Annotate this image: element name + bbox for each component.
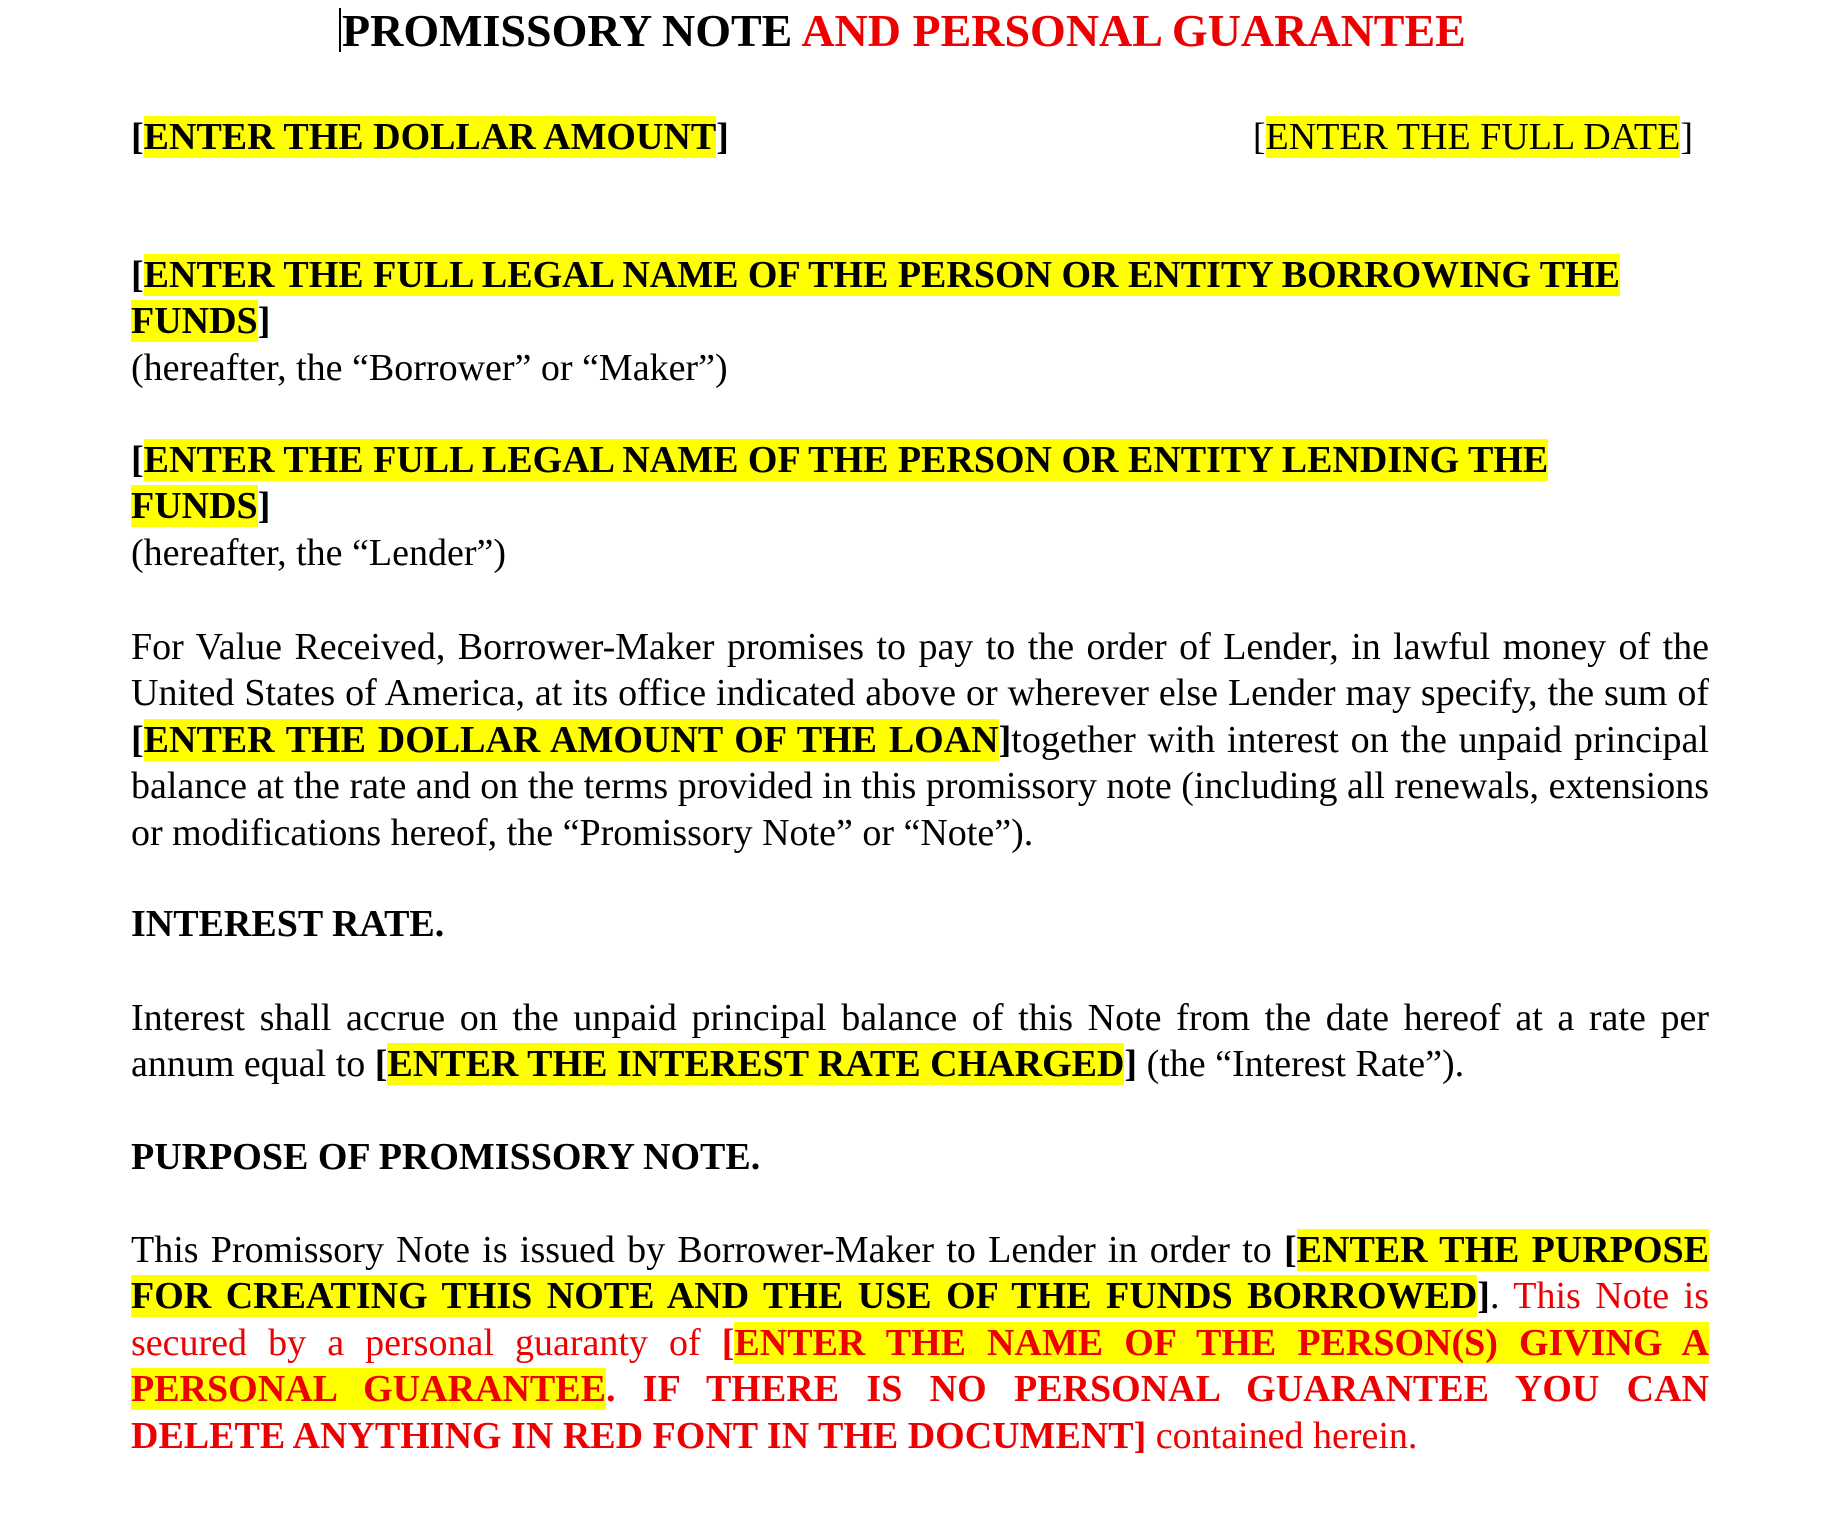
loan-amount-placeholder[interactable]: ENTER THE DOLLAR AMOUNT OF THE LOAN (143, 718, 999, 761)
lender-caption: (hereafter, the “Lender”) (131, 532, 507, 574)
borrower-name-placeholder[interactable]: ENTER THE FULL LEGAL NAME OF THE PERSON OR ENTITY BORROWING THE FUNDS (131, 254, 1620, 343)
purpose-paragraph: This Promissory Note is issued by Borrower-Maker to Lender in order to [ENTER THE PURPOSE FOR CREATING THIS NOTE AND THE USE OF THE FUNDS BORROWED]. This Note is secured by a personal guaranty of [ENTER THE NAME OF THE PERSON(S) GIVING A PERSONAL GUARANTEE. IF THERE IS NO PERSONAL GUARANTEE YOU CAN DELETE ANYTHING IN RED FONT IN THE DOCUMENT] contained herein. (131, 1229, 1709, 1457)
value-received-text-end: together with interest on the unpaid principal balance at the rate and on the terms provided in this promissory note (including all renewals, extensions or modifications hereof, the “Promissory Note” or “Note”). (131, 718, 1709, 854)
interest-rate-placeholder[interactable]: ENTER THE INTEREST RATE CHARGED (387, 1043, 1125, 1086)
value-received-text: For Value Received, Borrower-Maker promises to pay to the order of Lender, in lawful money of the United States of America, at its office indicated above or wherever else Lender may specify, the sum of (131, 626, 1709, 715)
full-date-field[interactable]: [ENTER THE FULL DATE] (1252, 116, 1693, 158)
borrower-name-field[interactable]: [ENTER THE FULL LEGAL NAME OF THE PERSON OR ENTITY BORROWING THE FUNDS] (131, 254, 1620, 343)
purpose-heading: PURPOSE OF PROMISSORY NOTE. (131, 1136, 761, 1178)
purpose-text: This Promissory Note is issued by Borrower-Maker to Lender in order to (131, 1229, 1284, 1271)
interest-text: Interest shall accrue on the unpaid principal balance of this Note from the date hereof at a rate per annum equal to (131, 997, 1709, 1086)
lender-name-field[interactable]: [ENTER THE FULL LEGAL NAME OF THE PERSON OR ENTITY LENDING THE FUNDS] (131, 439, 1549, 528)
value-received-paragraph: For Value Received, Borrower-Maker promises to pay to the order of Lender, in lawful money of the United States of America, at its office indicated above or wherever else Lender may specify, the sum of [ENTER THE DOLLAR AMOUNT OF THE LOAN]together with interest on the unpaid principal balance at the rate and on the terms provided in this promissory note (including all renewals, extensions or modifications hereof, the “Promissory Note” or “Note”). (131, 626, 1709, 854)
document-title (339, 4, 1466, 58)
lender-name-placeholder[interactable]: ENTER THE FULL LEGAL NAME OF THE PERSON OR ENTITY LENDING THE FUNDS (131, 439, 1549, 528)
interest-paragraph: Interest shall accrue on the unpaid principal balance of this Note from the date hereof at a rate per annum equal to [ENTER THE INTEREST RATE CHARGED] (the “Interest Rate”). (131, 997, 1709, 1086)
title-main: PROMISSORY NOTE (342, 5, 793, 56)
dollar-amount-placeholder[interactable]: ENTER THE DOLLAR AMOUNT (143, 116, 717, 158)
guarantor-placeholder[interactable]: ENTER THE NAME OF THE PERSON(S) GIVING A PERSONAL GUARANTEE (131, 1321, 1709, 1411)
title-guarantee: AND PERSONAL GUARANTEE (801, 5, 1466, 56)
purpose-placeholder[interactable]: ENTER THE PURPOSE FOR CREATING THIS NOTE AND THE USE OF THE FUNDS BORROWED (131, 1229, 1709, 1318)
guarantee-instruction: . IF THERE IS NO PERSONAL GUARANTEE YOU CAN DELETE ANYTHING IN RED FONT IN THE DOCUMENT (131, 1368, 1709, 1457)
guaranty-text: This Note is secured by a personal guaranty of (131, 1275, 1709, 1364)
dollar-amount-field[interactable]: [ENTER THE DOLLAR AMOUNT] (131, 116, 729, 158)
full-date-placeholder[interactable]: ENTER THE FULL DATE (1265, 116, 1681, 158)
borrower-caption: (hereafter, the “Borrower” or “Maker”) (131, 347, 728, 389)
text-cursor (339, 8, 341, 52)
contained-herein-text: contained herein. (1146, 1414, 1418, 1457)
interest-text-end: (the “Interest Rate”). (1137, 1043, 1465, 1086)
purpose-period: . (1489, 1275, 1500, 1318)
interest-rate-heading: INTEREST RATE. (131, 903, 445, 945)
